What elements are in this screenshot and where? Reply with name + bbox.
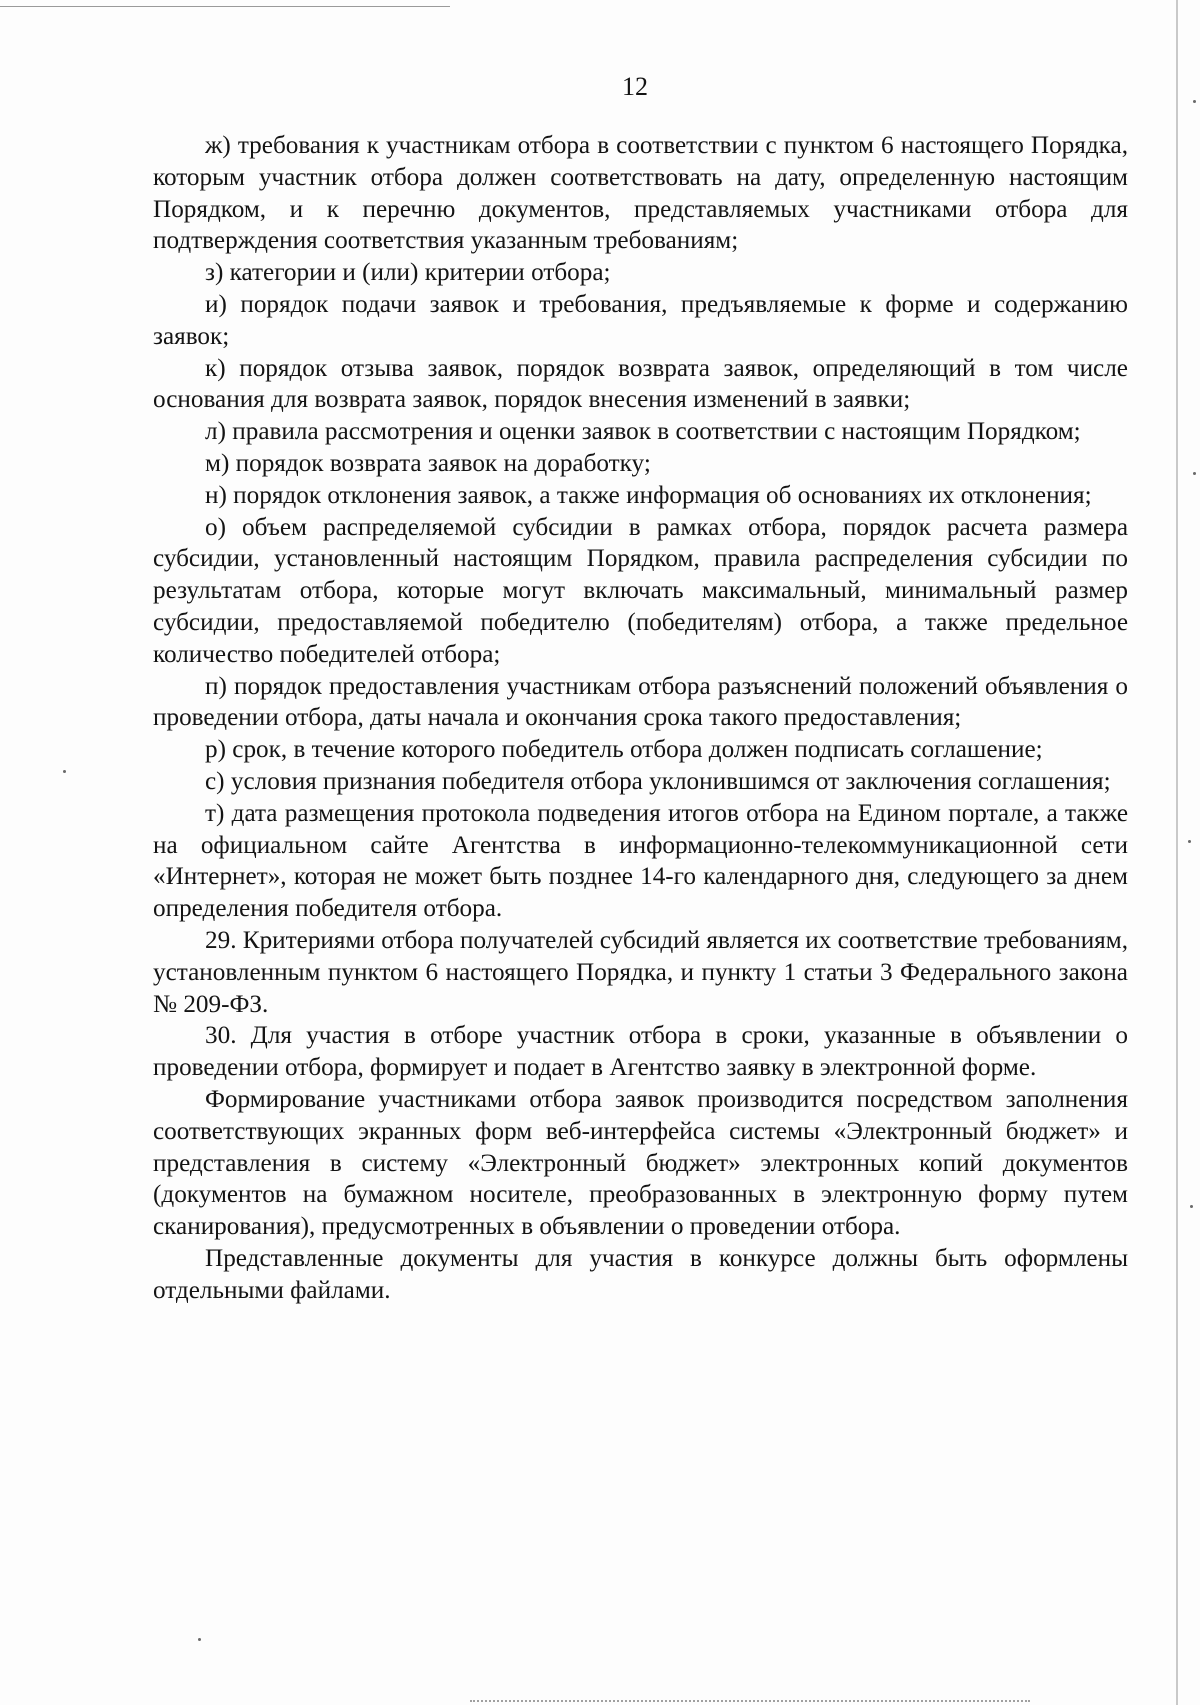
paragraph-separate-files: Представленные документы для участия в конкурсе должны быть оформлены отдельными файлами. [153, 1244, 1128, 1304]
scan-speck [63, 770, 66, 773]
paragraph-item-t: т) дата размещения протокола подведения итогов отбора на Едином портале, а также на официальном сайте Агентства в информационно-телекоммуникационной сети «Интернет», которая не может быть позднее 14-го календарного дня, следующего за днем определения победителя отбора. [153, 799, 1128, 923]
paragraph-item-k: к) порядок отзыва заявок, порядок возврата заявок, определяющий в том числе основания для возврата заявок, порядок внесения изменений в заявки; [153, 354, 1128, 414]
paragraph-application-forming: Формирование участниками отбора заявок производится посредством заполнения соответствующих экранных форм веб-интерфейса системы «Электронный бюджет» и представления в систему «Электронный бюджет» электронных копий документов (документов на бумажном носителе, преобразованных в электронную форму путем сканирования), предусмотренных в объявлении о проведении отбора. [153, 1085, 1128, 1241]
paragraph-item-r: р) срок, в течение которого победитель отбора должен подписать соглашение; [205, 736, 1043, 764]
scan-speck [1190, 1205, 1193, 1208]
scan-artifact-top [0, 6, 450, 7]
page-number: 12 [622, 72, 648, 101]
scan-speck [198, 1638, 201, 1641]
paragraph-item-n: н) порядок отклонения заявок, а также информация об основаниях их отклонения; [205, 481, 1092, 509]
document-body [153, 130, 1128, 1306]
paragraph-item-p: п) порядок предоставления участникам отбора разъяснений положений объявления о проведении отбора, даты начала и окончания срока такого предоставления; [153, 672, 1128, 732]
paragraph-section-29: 29. Критериями отбора получателей субсидий является их соответствие требованиям, установленным пунктом 6 настоящего Порядка, и пункту 1 статьи 3 Федерального закона № 209-ФЗ. [153, 926, 1128, 1018]
paragraph-section-30: 30. Для участия в отборе участник отбора в сроки, указанные в объявлении о проведении отбора, формирует и подает в Агентство заявку в электронной форме. [153, 1022, 1128, 1082]
paragraph-item-z: з) категории и (или) критерии отбора; [205, 259, 611, 287]
paragraph-item-m: м) порядок возврата заявок на доработку; [205, 449, 651, 477]
paragraph-item-zh: ж) требования к участникам отбора в соответствии с пунктом 6 настоящего Порядка, которым участник отбора должен соответствовать на дату, определенную настоящим Порядком, и к перечню документов, представляемых участниками отбора для подтверждения соответствия указанным требованиям; [153, 132, 1128, 255]
paragraph-item-i: и) порядок подачи заявок и требования, предъявляемые к форме и содержанию заявок; [153, 290, 1128, 350]
scan-speck [1193, 472, 1196, 475]
paragraph-item-l: л) правила рассмотрения и оценки заявок в соответствии с настоящим Порядком; [205, 418, 1081, 446]
paragraph-item-o: о) объем распределяемой субсидии в рамках отбора, порядок расчета размера субсидии, установленный настоящим Порядком, правила распределения субсидии по результатам отбора, которые могут включать максимальный, минимальный размер субсидии, предоставляемой победителю (победителям) отбора, а также предельное количество победителей отбора; [153, 513, 1128, 668]
paragraph-item-s: с) условия признания победителя отбора уклонившимся от заключения соглашения; [205, 767, 1111, 795]
scan-speck [1188, 840, 1191, 843]
scan-artifact-right-edge [1176, 0, 1178, 1705]
scan-artifact-bottom [470, 1700, 1030, 1702]
